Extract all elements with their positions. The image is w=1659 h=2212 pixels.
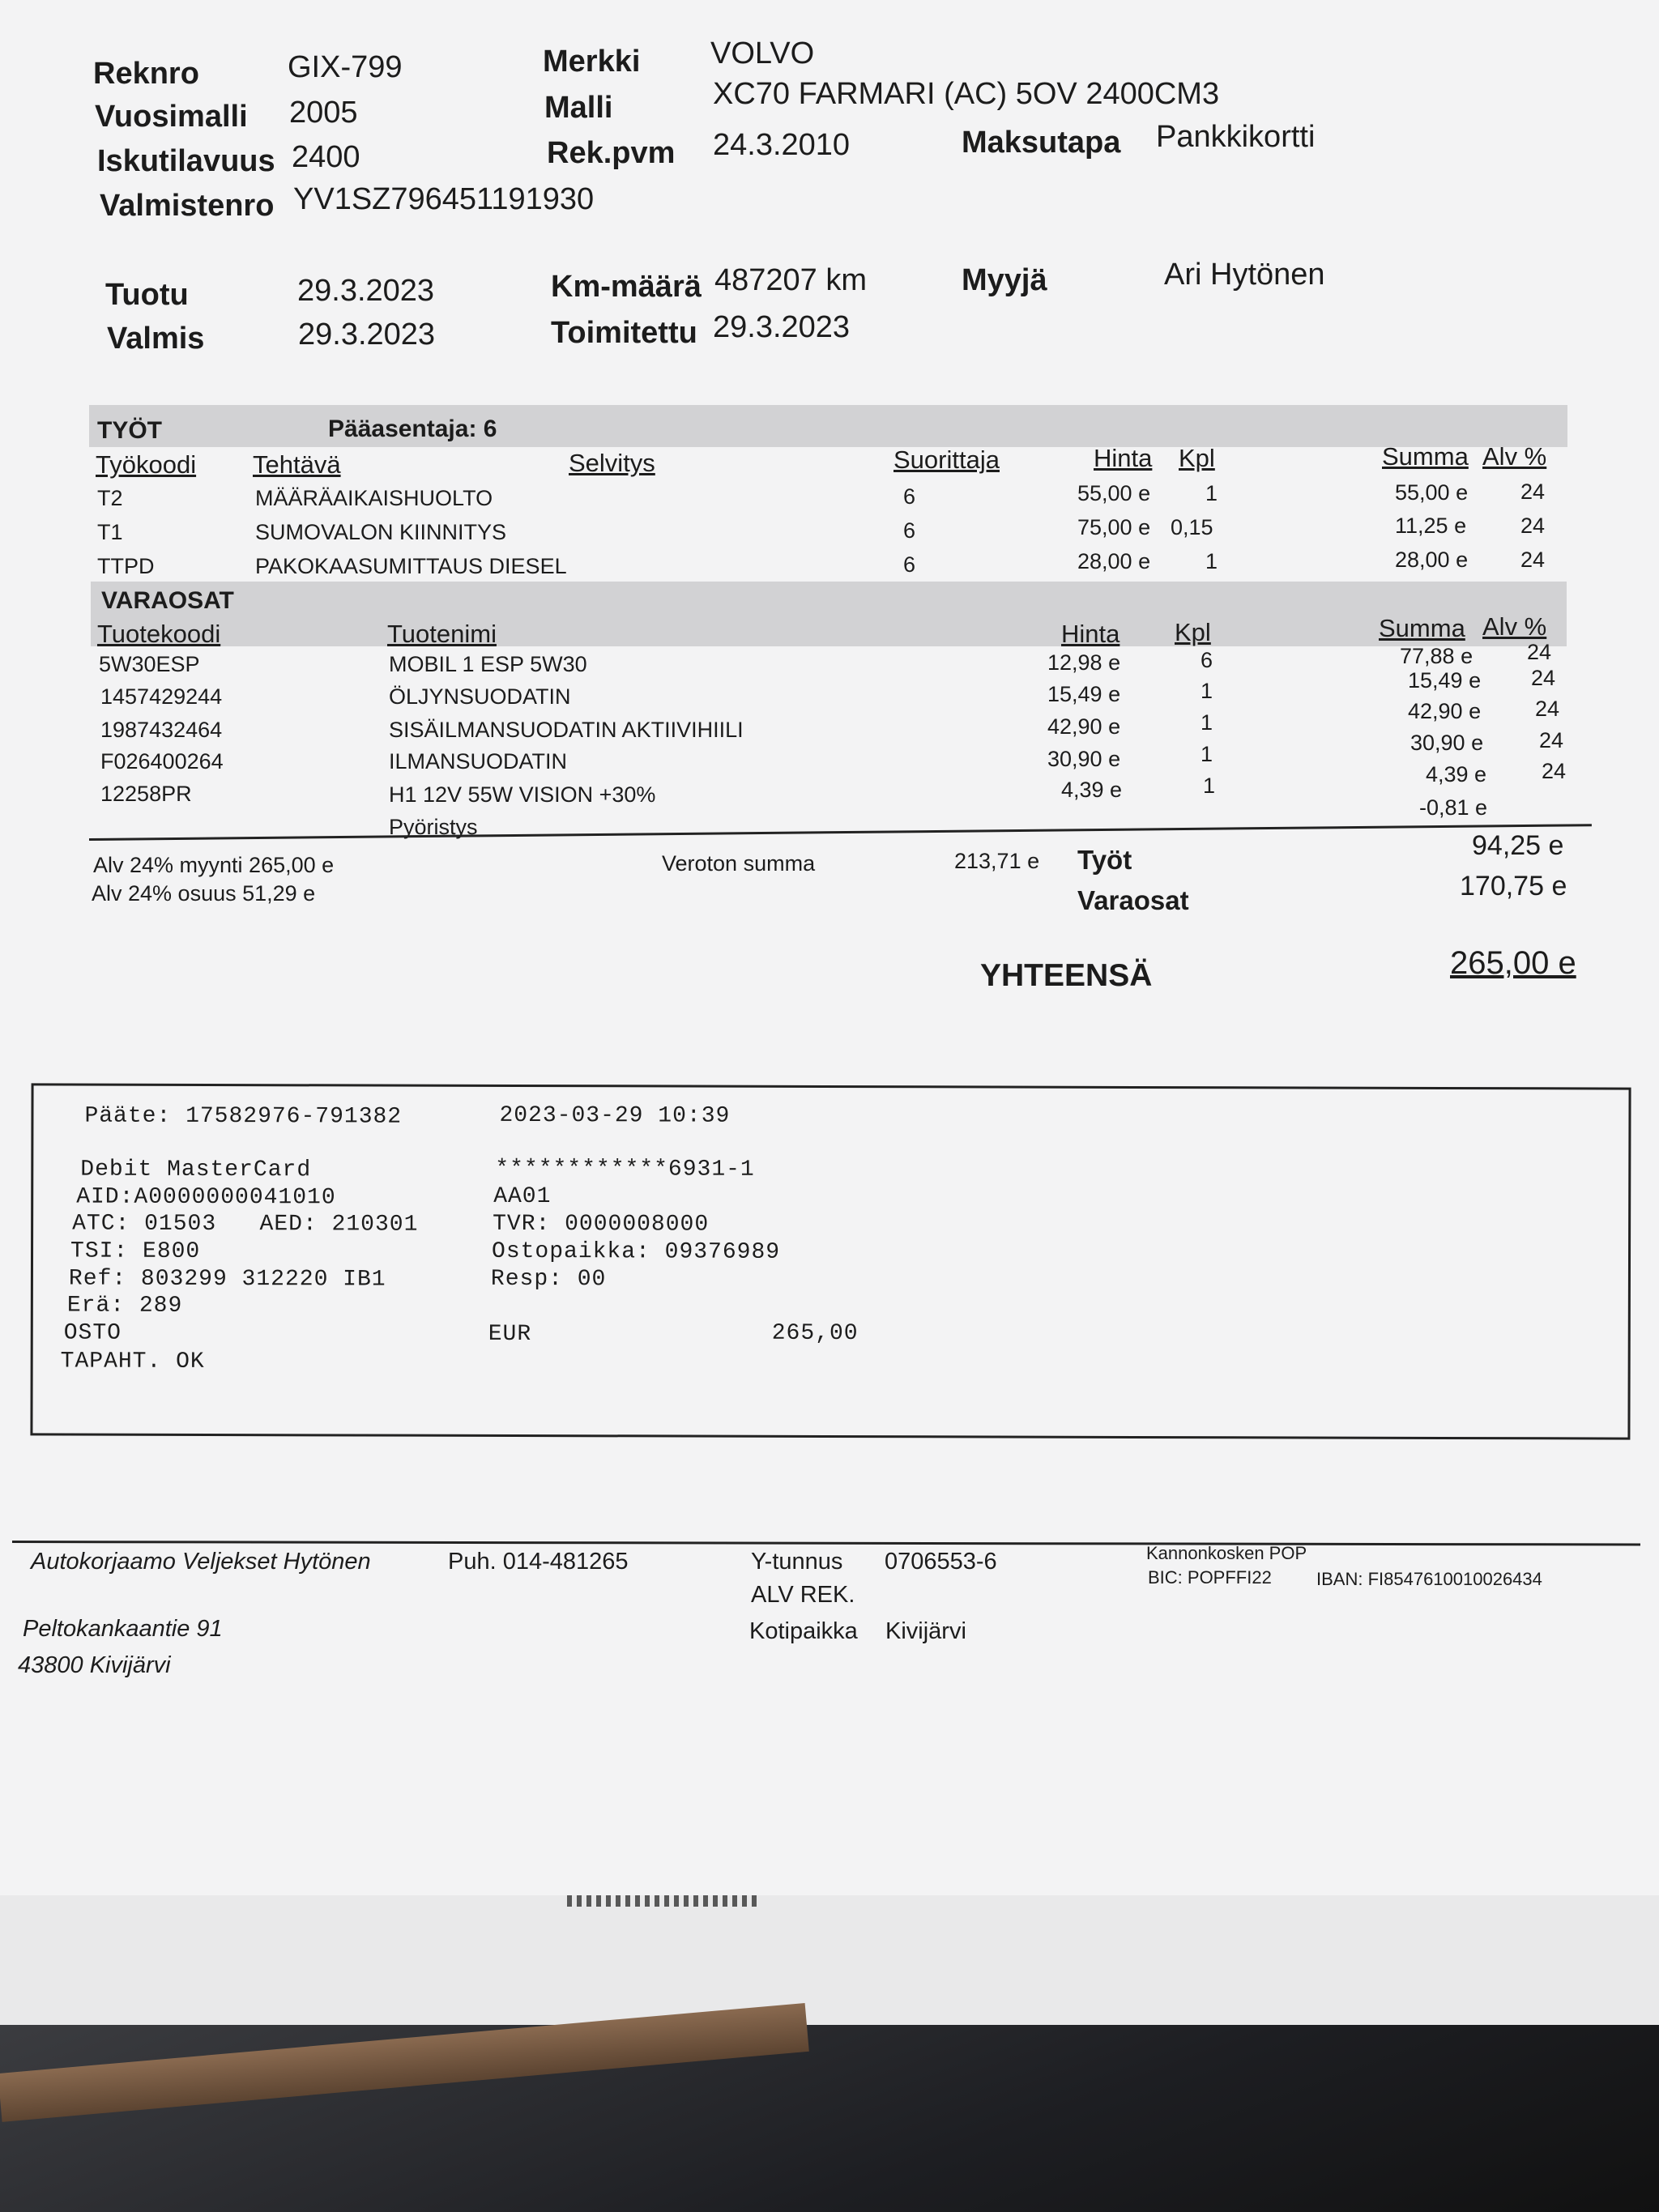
merkki-label: Merkki xyxy=(543,45,641,79)
receipt-tsi: TSI: E800 xyxy=(70,1238,201,1264)
receipt-tvr: TVR: 0000008000 xyxy=(493,1211,710,1238)
kotipaikka-label: Kotipaikka xyxy=(749,1618,858,1644)
receipt-osto: OSTO xyxy=(63,1320,122,1346)
ytunnus-label: Y-tunnus xyxy=(751,1549,843,1575)
part-name: ÖLJYNSUODATIN xyxy=(389,684,571,709)
receipt-currency: EUR xyxy=(488,1321,532,1348)
rekpvm-value: 24.3.2010 xyxy=(713,128,851,162)
work-qty: 1 xyxy=(1205,481,1218,505)
grand-total-value: 265,00 e xyxy=(1450,945,1576,981)
receipt-amount: 265,00 xyxy=(771,1320,859,1347)
work-col-task: Tehtävä xyxy=(253,450,341,479)
work-total-value: 94,25 e xyxy=(1472,830,1564,861)
part-qty: 1 xyxy=(1201,742,1213,766)
part-vat: 24 xyxy=(1539,728,1564,752)
work-vat: 24 xyxy=(1520,514,1546,538)
work-sum: 28,00 e xyxy=(1395,548,1469,572)
alv-rek: ALV REK. xyxy=(751,1582,855,1608)
vuosimalli-label: Vuosimalli xyxy=(95,100,248,134)
work-header-shade xyxy=(89,405,1567,447)
receipt-atc: ATC: 01503 AED: 210301 xyxy=(72,1211,419,1238)
work-code: T1 xyxy=(97,520,123,544)
valmis-value: 29.3.2023 xyxy=(298,318,436,352)
parts-col-sum: Summa xyxy=(1379,614,1465,642)
vat-sale: Alv 24% myynti 265,00 e xyxy=(93,853,335,877)
work-vat: 24 xyxy=(1520,548,1546,572)
valmis-label: Valmis xyxy=(107,322,205,356)
bank-name: Kannonkosken POP xyxy=(1146,1543,1307,1563)
work-sum: 55,00 e xyxy=(1395,480,1469,505)
valmistenro-label: Valmistenro xyxy=(100,189,275,223)
rekpvm-label: Rek.pvm xyxy=(547,136,676,170)
parts-col-qty: Kpl xyxy=(1175,618,1211,646)
part-vat: 24 xyxy=(1527,640,1552,664)
rounding-value: -0,81 e xyxy=(1419,795,1488,820)
net-value: 213,71 e xyxy=(954,849,1040,873)
parts-col-name: Tuotenimi xyxy=(387,620,497,648)
tuotu-value: 29.3.2023 xyxy=(297,274,435,308)
part-sum: 77,88 e xyxy=(1400,644,1473,668)
receipt-terminal: Pääte: 17582976-791382 xyxy=(84,1103,403,1130)
work-col-sum: Summa xyxy=(1382,442,1469,471)
receipt-datetime: 2023-03-29 10:39 xyxy=(499,1102,731,1129)
work-qty: 1 xyxy=(1205,549,1218,573)
work-col-worker: Suorittaja xyxy=(893,445,1000,474)
part-qty: 1 xyxy=(1201,679,1213,703)
work-col-desc: Selvitys xyxy=(569,449,655,477)
reknro-value: GIX-799 xyxy=(288,50,403,84)
malli-label: Malli xyxy=(544,91,613,125)
receipt-resp: Resp: 00 xyxy=(490,1266,607,1293)
parts-total-value: 170,75 e xyxy=(1460,871,1567,901)
part-qty: 1 xyxy=(1201,710,1213,735)
work-col-price: Hinta xyxy=(1094,444,1153,472)
lead-mechanic: Pääasentaja: 6 xyxy=(328,416,497,442)
receipt-ref: Ref: 803299 312220 IB1 xyxy=(68,1266,386,1293)
work-section-title: TYÖT xyxy=(97,417,162,444)
ink-smudge xyxy=(567,1895,761,1907)
part-code: 5W30ESP xyxy=(99,652,200,676)
work-worker: 6 xyxy=(903,518,916,543)
part-vat: 24 xyxy=(1535,697,1560,721)
work-price: 75,00 e xyxy=(1077,515,1151,539)
totals-divider xyxy=(89,824,1592,841)
work-price: 28,00 e xyxy=(1077,549,1151,573)
part-sum: 15,49 e xyxy=(1408,668,1482,693)
work-sum: 11,25 e xyxy=(1395,514,1467,538)
tuotu-label: Tuotu xyxy=(105,278,189,312)
part-code: F026400264 xyxy=(100,749,224,774)
work-worker: 6 xyxy=(903,484,916,509)
work-total-label: Työt xyxy=(1077,845,1132,875)
vuosimalli-value: 2005 xyxy=(289,96,358,130)
work-vat: 24 xyxy=(1520,479,1546,504)
work-task: SUMOVALON KIINNITYS xyxy=(255,520,507,544)
parts-total-label: Varaosat xyxy=(1077,885,1189,915)
maksutapa-value: Pankkikortti xyxy=(1156,120,1316,154)
receipt-card: Debit MasterCard xyxy=(80,1157,312,1183)
parts-header-shade xyxy=(91,582,1567,646)
malli-value: XC70 FARMARI (AC) 5OV 2400CM3 xyxy=(713,77,1220,111)
bank-bic: BIC: POPFFI22 xyxy=(1148,1567,1272,1588)
vat-share: Alv 24% osuus 51,29 e xyxy=(92,881,316,906)
part-sum: 42,90 e xyxy=(1408,699,1482,723)
receipt-era: Erä: 289 xyxy=(66,1293,183,1319)
part-price: 12,98 e xyxy=(1047,650,1121,675)
rounding-label: Pyöristys xyxy=(389,815,478,839)
valmistenro-value: YV1SZ796451191930 xyxy=(293,182,595,216)
part-name: ILMANSUODATIN xyxy=(389,749,568,774)
company-street: Peltokankaantie 91 xyxy=(23,1616,223,1642)
net-label: Veroton summa xyxy=(662,851,816,876)
work-code: TTPD xyxy=(97,554,155,578)
myyja-label: Myyjä xyxy=(962,263,1047,297)
myyja-value: Ari Hytönen xyxy=(1164,258,1325,292)
parts-section-title: VARAOSAT xyxy=(101,587,234,614)
kotipaikka-value: Kivijärvi xyxy=(885,1618,966,1644)
work-qty: 0,15 xyxy=(1171,515,1213,539)
work-col-vat: Alv % xyxy=(1482,442,1547,471)
underlying-paper xyxy=(0,1887,1659,2025)
parts-col-vat: Alv % xyxy=(1482,612,1547,641)
part-code: 1457429244 xyxy=(100,684,223,709)
part-vat: 24 xyxy=(1542,759,1567,783)
part-price: 42,90 e xyxy=(1047,714,1121,739)
bank-iban: IBAN: FI8547610010026434 xyxy=(1316,1569,1542,1589)
iskutilavuus-label: Iskutilavuus xyxy=(97,144,275,178)
part-vat: 24 xyxy=(1531,666,1556,690)
ytunnus-value: 0706553-6 xyxy=(885,1549,997,1575)
part-sum: 30,90 e xyxy=(1410,731,1484,755)
part-name: H1 12V 55W VISION +30% xyxy=(389,782,656,807)
part-price: 15,49 e xyxy=(1047,682,1121,706)
work-worker: 6 xyxy=(903,552,916,577)
part-sum: 4,39 e xyxy=(1426,762,1487,786)
work-task: PAKOKAASUMITTAUS DIESEL xyxy=(255,554,567,578)
km-value: 487207 km xyxy=(714,263,868,297)
company-name: Autokorjaamo Veljekset Hytönen xyxy=(31,1549,371,1575)
part-code: 1987432464 xyxy=(100,718,223,742)
footer-divider xyxy=(12,1541,1640,1546)
work-code: T2 xyxy=(97,486,123,510)
part-name: MOBIL 1 ESP 5W30 xyxy=(389,652,587,676)
part-price: 4,39 e xyxy=(1061,778,1123,802)
receipt-status: TAPAHT. OK xyxy=(60,1349,205,1375)
parts-col-price: Hinta xyxy=(1061,620,1120,648)
work-col-code: Työkoodi xyxy=(96,450,197,479)
part-qty: 1 xyxy=(1203,774,1216,798)
card-receipt xyxy=(30,1083,1631,1439)
part-name: SISÄILMANSUODATIN AKTIIVIHIILI xyxy=(389,718,744,742)
km-label: Km-määrä xyxy=(551,270,702,304)
work-task: MÄÄRÄAIKAISHUOLTO xyxy=(255,486,493,510)
toimitettu-value: 29.3.2023 xyxy=(713,310,851,344)
work-price: 55,00 e xyxy=(1077,481,1151,505)
company-city: 43800 Kivijärvi xyxy=(18,1652,171,1678)
iskutilavuus-value: 2400 xyxy=(292,140,360,174)
merkki-value: VOLVO xyxy=(710,36,815,70)
maksutapa-label: Maksutapa xyxy=(962,126,1121,160)
receipt-aa: AA01 xyxy=(493,1183,552,1210)
receipt-ostopaikka: Ostopaikka: 09376989 xyxy=(491,1238,781,1265)
part-code: 12258PR xyxy=(100,782,192,806)
grand-total-label: YHTEENSÄ xyxy=(980,958,1153,993)
company-phone: Puh. 014-481265 xyxy=(448,1549,629,1575)
receipt-card-number: ************6931-1 xyxy=(495,1156,755,1183)
part-qty: 6 xyxy=(1201,648,1213,672)
parts-col-code: Tuotekoodi xyxy=(97,620,221,648)
reknro-label: Reknro xyxy=(93,57,199,91)
toimitettu-label: Toimitettu xyxy=(551,316,697,350)
receipt-aid: AID:A0000000041010 xyxy=(76,1184,336,1211)
work-col-qty: Kpl xyxy=(1179,444,1215,472)
part-price: 30,90 e xyxy=(1047,747,1121,771)
